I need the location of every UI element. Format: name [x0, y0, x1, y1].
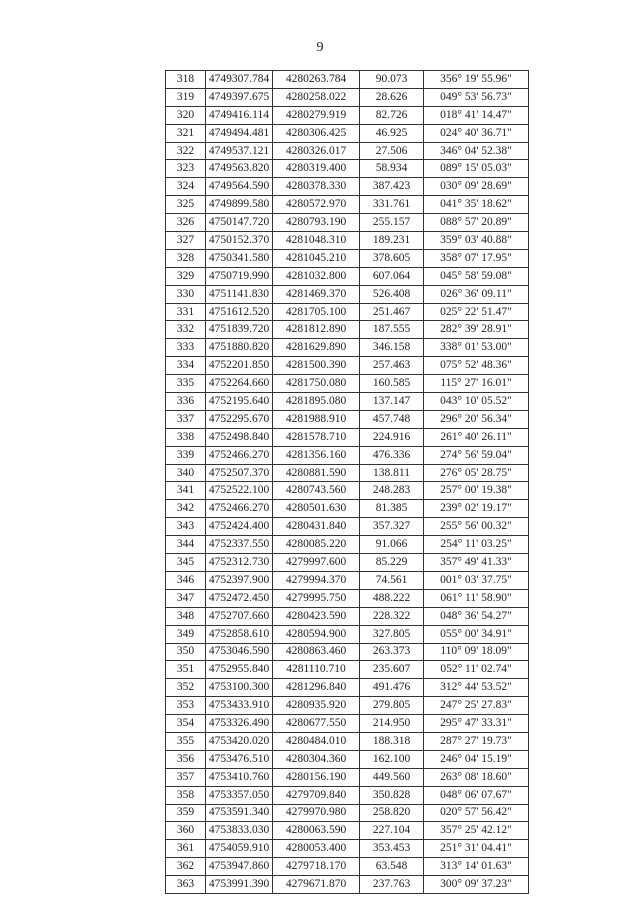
distance-cell: 81.385	[360, 500, 424, 518]
y-coordinate-cell: 4280306.425	[273, 124, 360, 142]
distance-cell: 346.158	[360, 339, 424, 357]
bearing-cell: 287° 27' 19.73"	[424, 732, 529, 750]
distance-cell: 279.805	[360, 697, 424, 715]
point-number-cell: 346	[166, 571, 206, 589]
y-coordinate-cell: 4280572.970	[273, 196, 360, 214]
point-number-cell: 325	[166, 196, 206, 214]
table-row	[166, 393, 529, 411]
x-coordinate-cell: 4749899.580	[206, 196, 273, 214]
distance-cell: 189.231	[360, 232, 424, 250]
bearing-cell: 115° 27' 16.01"	[424, 375, 529, 393]
point-number-cell: 356	[166, 750, 206, 768]
point-number-cell: 359	[166, 804, 206, 822]
distance-cell: 255.157	[360, 214, 424, 232]
bearing-cell: 030° 09' 28.69"	[424, 178, 529, 196]
bearing-cell: 048° 36' 54.27"	[424, 607, 529, 625]
distance-cell: 607.064	[360, 267, 424, 285]
x-coordinate-cell: 4752498.840	[206, 428, 273, 446]
x-coordinate-cell: 4754059.910	[206, 840, 273, 858]
distance-cell: 457.748	[360, 410, 424, 428]
y-coordinate-cell: 4279994.370	[273, 571, 360, 589]
y-coordinate-cell: 4280258.022	[273, 88, 360, 106]
distance-cell: 350.828	[360, 786, 424, 804]
y-coordinate-cell: 4281988.910	[273, 410, 360, 428]
bearing-cell: 048° 06' 07.67"	[424, 786, 529, 804]
point-number-cell: 338	[166, 428, 206, 446]
distance-cell: 85.229	[360, 554, 424, 572]
distance-cell: 137.147	[360, 393, 424, 411]
distance-cell: 449.560	[360, 768, 424, 786]
y-coordinate-cell: 4281895.080	[273, 393, 360, 411]
table-row	[166, 196, 529, 214]
distance-cell: 251.467	[360, 303, 424, 321]
table-row	[166, 106, 529, 124]
table-row	[166, 858, 529, 876]
point-number-cell: 322	[166, 142, 206, 160]
point-number-cell: 335	[166, 375, 206, 393]
y-coordinate-cell: 4280279.919	[273, 106, 360, 124]
x-coordinate-cell: 4753410.760	[206, 768, 273, 786]
table-row	[166, 697, 529, 715]
distance-cell: 378.605	[360, 249, 424, 267]
table-row	[166, 643, 529, 661]
point-number-cell: 345	[166, 554, 206, 572]
table-row	[166, 446, 529, 464]
point-number-cell: 329	[166, 267, 206, 285]
x-coordinate-cell: 4750152.370	[206, 232, 273, 250]
point-number-cell: 330	[166, 285, 206, 303]
point-number-cell: 349	[166, 625, 206, 643]
point-number-cell: 323	[166, 160, 206, 178]
x-coordinate-cell: 4749537.121	[206, 142, 273, 160]
x-coordinate-cell: 4752955.840	[206, 661, 273, 679]
x-coordinate-cell: 4753420.020	[206, 732, 273, 750]
x-coordinate-cell: 4753046.590	[206, 643, 273, 661]
y-coordinate-cell: 4280484.010	[273, 732, 360, 750]
distance-cell: 357.327	[360, 518, 424, 536]
point-number-cell: 319	[166, 88, 206, 106]
point-number-cell: 340	[166, 464, 206, 482]
distance-cell: 331.761	[360, 196, 424, 214]
point-number-cell: 354	[166, 715, 206, 733]
y-coordinate-cell: 4281356.160	[273, 446, 360, 464]
bearing-cell: 296° 20' 56.34"	[424, 410, 529, 428]
bearing-cell: 018° 41' 14.47"	[424, 106, 529, 124]
bearing-cell: 239° 02' 19.17"	[424, 500, 529, 518]
x-coordinate-cell: 4752707.660	[206, 607, 273, 625]
table-row	[166, 876, 529, 894]
point-number-cell: 344	[166, 536, 206, 554]
bearing-cell: 346° 04' 52.38"	[424, 142, 529, 160]
distance-cell: 58.934	[360, 160, 424, 178]
point-number-cell: 350	[166, 643, 206, 661]
y-coordinate-cell: 4280063.590	[273, 822, 360, 840]
y-coordinate-cell: 4280677.550	[273, 715, 360, 733]
x-coordinate-cell: 4752858.610	[206, 625, 273, 643]
point-number-cell: 347	[166, 589, 206, 607]
table-row	[166, 124, 529, 142]
x-coordinate-cell: 4751880.820	[206, 339, 273, 357]
y-coordinate-cell: 4281048.310	[273, 232, 360, 250]
distance-cell: 353.453	[360, 840, 424, 858]
distance-cell: 63.548	[360, 858, 424, 876]
table-row	[166, 410, 529, 428]
table-row	[166, 142, 529, 160]
x-coordinate-cell: 4750719.990	[206, 267, 273, 285]
table-row	[166, 249, 529, 267]
distance-cell: 187.555	[360, 321, 424, 339]
y-coordinate-cell: 4280319.400	[273, 160, 360, 178]
point-number-cell: 324	[166, 178, 206, 196]
distance-cell: 237.763	[360, 876, 424, 894]
y-coordinate-cell: 4281296.840	[273, 679, 360, 697]
distance-cell: 526.408	[360, 285, 424, 303]
x-coordinate-cell: 4752466.270	[206, 446, 273, 464]
distance-cell: 160.585	[360, 375, 424, 393]
bearing-cell: 263° 08' 18.60"	[424, 768, 529, 786]
table-row	[166, 178, 529, 196]
table-row	[166, 715, 529, 733]
distance-cell: 82.726	[360, 106, 424, 124]
x-coordinate-cell: 4753476.510	[206, 750, 273, 768]
table-row	[166, 214, 529, 232]
point-number-cell: 348	[166, 607, 206, 625]
distance-cell: 224.916	[360, 428, 424, 446]
y-coordinate-cell: 4280863.460	[273, 643, 360, 661]
table-row	[166, 571, 529, 589]
point-number-cell: 337	[166, 410, 206, 428]
point-number-cell: 328	[166, 249, 206, 267]
point-number-cell: 341	[166, 482, 206, 500]
point-number-cell: 351	[166, 661, 206, 679]
distance-cell: 28.626	[360, 88, 424, 106]
table-row	[166, 285, 529, 303]
point-number-cell: 363	[166, 876, 206, 894]
bearing-cell: 246° 04' 15.19"	[424, 750, 529, 768]
bearing-cell: 043° 10' 05.52"	[424, 393, 529, 411]
bearing-cell: 358° 07' 17.95"	[424, 249, 529, 267]
table-row	[166, 267, 529, 285]
point-number-cell: 361	[166, 840, 206, 858]
x-coordinate-cell: 4753833.030	[206, 822, 273, 840]
table-row	[166, 768, 529, 786]
x-coordinate-cell: 4749397.675	[206, 88, 273, 106]
distance-cell: 228.322	[360, 607, 424, 625]
x-coordinate-cell: 4753357.050	[206, 786, 273, 804]
y-coordinate-cell: 4281500.390	[273, 357, 360, 375]
table-row	[166, 679, 529, 697]
point-number-cell: 336	[166, 393, 206, 411]
bearing-cell: 247° 25' 27.83"	[424, 697, 529, 715]
distance-cell: 188.318	[360, 732, 424, 750]
bearing-cell: 295° 47' 33.31"	[424, 715, 529, 733]
distance-cell: 74.561	[360, 571, 424, 589]
y-coordinate-cell: 4281629.890	[273, 339, 360, 357]
bearing-cell: 088° 57' 20.89"	[424, 214, 529, 232]
x-coordinate-cell: 4753591.340	[206, 804, 273, 822]
point-number-cell: 320	[166, 106, 206, 124]
x-coordinate-cell: 4752522.100	[206, 482, 273, 500]
bearing-cell: 026° 36' 09.11"	[424, 285, 529, 303]
y-coordinate-cell: 4279970.980	[273, 804, 360, 822]
y-coordinate-cell: 4281110.710	[273, 661, 360, 679]
point-number-cell: 339	[166, 446, 206, 464]
point-number-cell: 318	[166, 71, 206, 89]
bearing-cell: 025° 22' 51.47"	[424, 303, 529, 321]
point-number-cell: 327	[166, 232, 206, 250]
table-row	[166, 428, 529, 446]
table-row	[166, 375, 529, 393]
y-coordinate-cell: 4280378.330	[273, 178, 360, 196]
table-row	[166, 518, 529, 536]
distance-cell: 235.607	[360, 661, 424, 679]
bearing-cell: 261° 40' 26.11"	[424, 428, 529, 446]
y-coordinate-cell: 4280156.190	[273, 768, 360, 786]
bearing-cell: 061° 11' 58.90"	[424, 589, 529, 607]
table-row	[166, 536, 529, 554]
point-number-cell: 353	[166, 697, 206, 715]
y-coordinate-cell: 4280501.630	[273, 500, 360, 518]
distance-cell: 327.805	[360, 625, 424, 643]
x-coordinate-cell: 4749416.114	[206, 106, 273, 124]
y-coordinate-cell: 4280431.840	[273, 518, 360, 536]
distance-cell: 258.820	[360, 804, 424, 822]
x-coordinate-cell: 4752466.270	[206, 500, 273, 518]
bearing-cell: 300° 09' 37.23"	[424, 876, 529, 894]
distance-cell: 227.104	[360, 822, 424, 840]
point-number-cell: 331	[166, 303, 206, 321]
y-coordinate-cell: 4280053.400	[273, 840, 360, 858]
table-row	[166, 357, 529, 375]
x-coordinate-cell: 4752472.450	[206, 589, 273, 607]
distance-cell: 387.423	[360, 178, 424, 196]
bearing-cell: 338° 01' 53.00"	[424, 339, 529, 357]
table-row	[166, 804, 529, 822]
bearing-cell: 020° 57' 56.42"	[424, 804, 529, 822]
y-coordinate-cell: 4280423.590	[273, 607, 360, 625]
y-coordinate-cell: 4281032.800	[273, 267, 360, 285]
table-row	[166, 607, 529, 625]
point-number-cell: 357	[166, 768, 206, 786]
bearing-cell: 001° 03' 37.75"	[424, 571, 529, 589]
bearing-cell: 313° 14' 01.63"	[424, 858, 529, 876]
point-number-cell: 342	[166, 500, 206, 518]
table-row	[166, 554, 529, 572]
distance-cell: 488.222	[360, 589, 424, 607]
bearing-cell: 045° 58' 59.08"	[424, 267, 529, 285]
distance-cell: 248.283	[360, 482, 424, 500]
bearing-cell: 356° 19' 55.96"	[424, 71, 529, 89]
x-coordinate-cell: 4752201.850	[206, 357, 273, 375]
point-number-cell: 358	[166, 786, 206, 804]
point-number-cell: 355	[166, 732, 206, 750]
distance-cell: 476.336	[360, 446, 424, 464]
point-number-cell: 352	[166, 679, 206, 697]
distance-cell: 263.373	[360, 643, 424, 661]
y-coordinate-cell: 4279995.750	[273, 589, 360, 607]
x-coordinate-cell: 4749563.820	[206, 160, 273, 178]
y-coordinate-cell: 4280304.360	[273, 750, 360, 768]
page-number: 9	[316, 40, 324, 55]
table-row	[166, 625, 529, 643]
bearing-cell: 110° 09' 18.09"	[424, 643, 529, 661]
point-number-cell: 334	[166, 357, 206, 375]
y-coordinate-cell: 4280594.900	[273, 625, 360, 643]
distance-cell: 90.073	[360, 71, 424, 89]
x-coordinate-cell: 4750341.580	[206, 249, 273, 267]
x-coordinate-cell: 4751141.830	[206, 285, 273, 303]
x-coordinate-cell: 4751839.720	[206, 321, 273, 339]
bearing-cell: 089° 15' 05.03"	[424, 160, 529, 178]
y-coordinate-cell: 4280935.920	[273, 697, 360, 715]
x-coordinate-cell: 4752424.400	[206, 518, 273, 536]
table-row	[166, 232, 529, 250]
distance-cell: 491.476	[360, 679, 424, 697]
coordinates-table	[165, 70, 529, 894]
x-coordinate-cell: 4751612.520	[206, 303, 273, 321]
point-number-cell: 333	[166, 339, 206, 357]
y-coordinate-cell: 4280263.784	[273, 71, 360, 89]
bearing-cell: 274° 56' 59.04"	[424, 446, 529, 464]
table-row	[166, 732, 529, 750]
point-number-cell: 362	[166, 858, 206, 876]
bearing-cell: 312° 44' 53.52"	[424, 679, 529, 697]
bearing-cell: 052° 11' 02.74"	[424, 661, 529, 679]
x-coordinate-cell: 4749494.481	[206, 124, 273, 142]
y-coordinate-cell: 4281750.080	[273, 375, 360, 393]
distance-cell: 138.811	[360, 464, 424, 482]
y-coordinate-cell: 4279718.170	[273, 858, 360, 876]
x-coordinate-cell: 4752397.900	[206, 571, 273, 589]
x-coordinate-cell: 4749307.784	[206, 71, 273, 89]
x-coordinate-cell: 4752312.730	[206, 554, 273, 572]
point-number-cell: 332	[166, 321, 206, 339]
table-row	[166, 71, 529, 89]
table-row	[166, 750, 529, 768]
y-coordinate-cell: 4281812.890	[273, 321, 360, 339]
bearing-cell: 251° 31' 04.41"	[424, 840, 529, 858]
point-number-cell: 343	[166, 518, 206, 536]
y-coordinate-cell: 4279671.870	[273, 876, 360, 894]
x-coordinate-cell: 4753991.390	[206, 876, 273, 894]
x-coordinate-cell: 4752337.550	[206, 536, 273, 554]
distance-cell: 46.925	[360, 124, 424, 142]
y-coordinate-cell: 4280085.220	[273, 536, 360, 554]
x-coordinate-cell: 4753326.490	[206, 715, 273, 733]
table-row	[166, 482, 529, 500]
y-coordinate-cell: 4281578.710	[273, 428, 360, 446]
x-coordinate-cell: 4752507.370	[206, 464, 273, 482]
table-row	[166, 160, 529, 178]
bearing-cell: 255° 56' 00.32"	[424, 518, 529, 536]
x-coordinate-cell: 4753947.860	[206, 858, 273, 876]
bearing-cell: 359° 03' 40.88"	[424, 232, 529, 250]
y-coordinate-cell: 4281469.370	[273, 285, 360, 303]
bearing-cell: 024° 40' 36.71"	[424, 124, 529, 142]
table-row	[166, 88, 529, 106]
y-coordinate-cell: 4280326.017	[273, 142, 360, 160]
coordinates-table-body	[166, 71, 529, 894]
x-coordinate-cell: 4753433.910	[206, 697, 273, 715]
y-coordinate-cell: 4281705.100	[273, 303, 360, 321]
y-coordinate-cell: 4280881.590	[273, 464, 360, 482]
table-row	[166, 786, 529, 804]
table-row	[166, 500, 529, 518]
distance-cell: 257.463	[360, 357, 424, 375]
x-coordinate-cell: 4752295.670	[206, 410, 273, 428]
bearing-cell: 257° 00' 19.38"	[424, 482, 529, 500]
table-row	[166, 303, 529, 321]
distance-cell: 27.506	[360, 142, 424, 160]
y-coordinate-cell: 4279709.840	[273, 786, 360, 804]
table-row	[166, 464, 529, 482]
x-coordinate-cell: 4752195.640	[206, 393, 273, 411]
distance-cell: 162.100	[360, 750, 424, 768]
x-coordinate-cell: 4752264.660	[206, 375, 273, 393]
y-coordinate-cell: 4279997.600	[273, 554, 360, 572]
distance-cell: 91.066	[360, 536, 424, 554]
distance-cell: 214.950	[360, 715, 424, 733]
point-number-cell: 321	[166, 124, 206, 142]
point-number-cell: 360	[166, 822, 206, 840]
x-coordinate-cell: 4749564.590	[206, 178, 273, 196]
x-coordinate-cell: 4750147.720	[206, 214, 273, 232]
y-coordinate-cell: 4280743.560	[273, 482, 360, 500]
bearing-cell: 075° 52' 48.36"	[424, 357, 529, 375]
bearing-cell: 055° 00' 34.91"	[424, 625, 529, 643]
table-row	[166, 822, 529, 840]
bearing-cell: 276° 05' 28.75"	[424, 464, 529, 482]
table-row	[166, 339, 529, 357]
bearing-cell: 049° 53' 56.73"	[424, 88, 529, 106]
bearing-cell: 357° 25' 42.12"	[424, 822, 529, 840]
bearing-cell: 041° 35' 18.62"	[424, 196, 529, 214]
point-number-cell: 326	[166, 214, 206, 232]
table-row	[166, 321, 529, 339]
bearing-cell: 254° 11' 03.25"	[424, 536, 529, 554]
table-row	[166, 661, 529, 679]
bearing-cell: 357° 49' 41.33"	[424, 554, 529, 572]
bearing-cell: 282° 39' 28.91"	[424, 321, 529, 339]
table-row	[166, 589, 529, 607]
table-row	[166, 840, 529, 858]
x-coordinate-cell: 4753100.300	[206, 679, 273, 697]
y-coordinate-cell: 4281045.210	[273, 249, 360, 267]
y-coordinate-cell: 4280793.190	[273, 214, 360, 232]
